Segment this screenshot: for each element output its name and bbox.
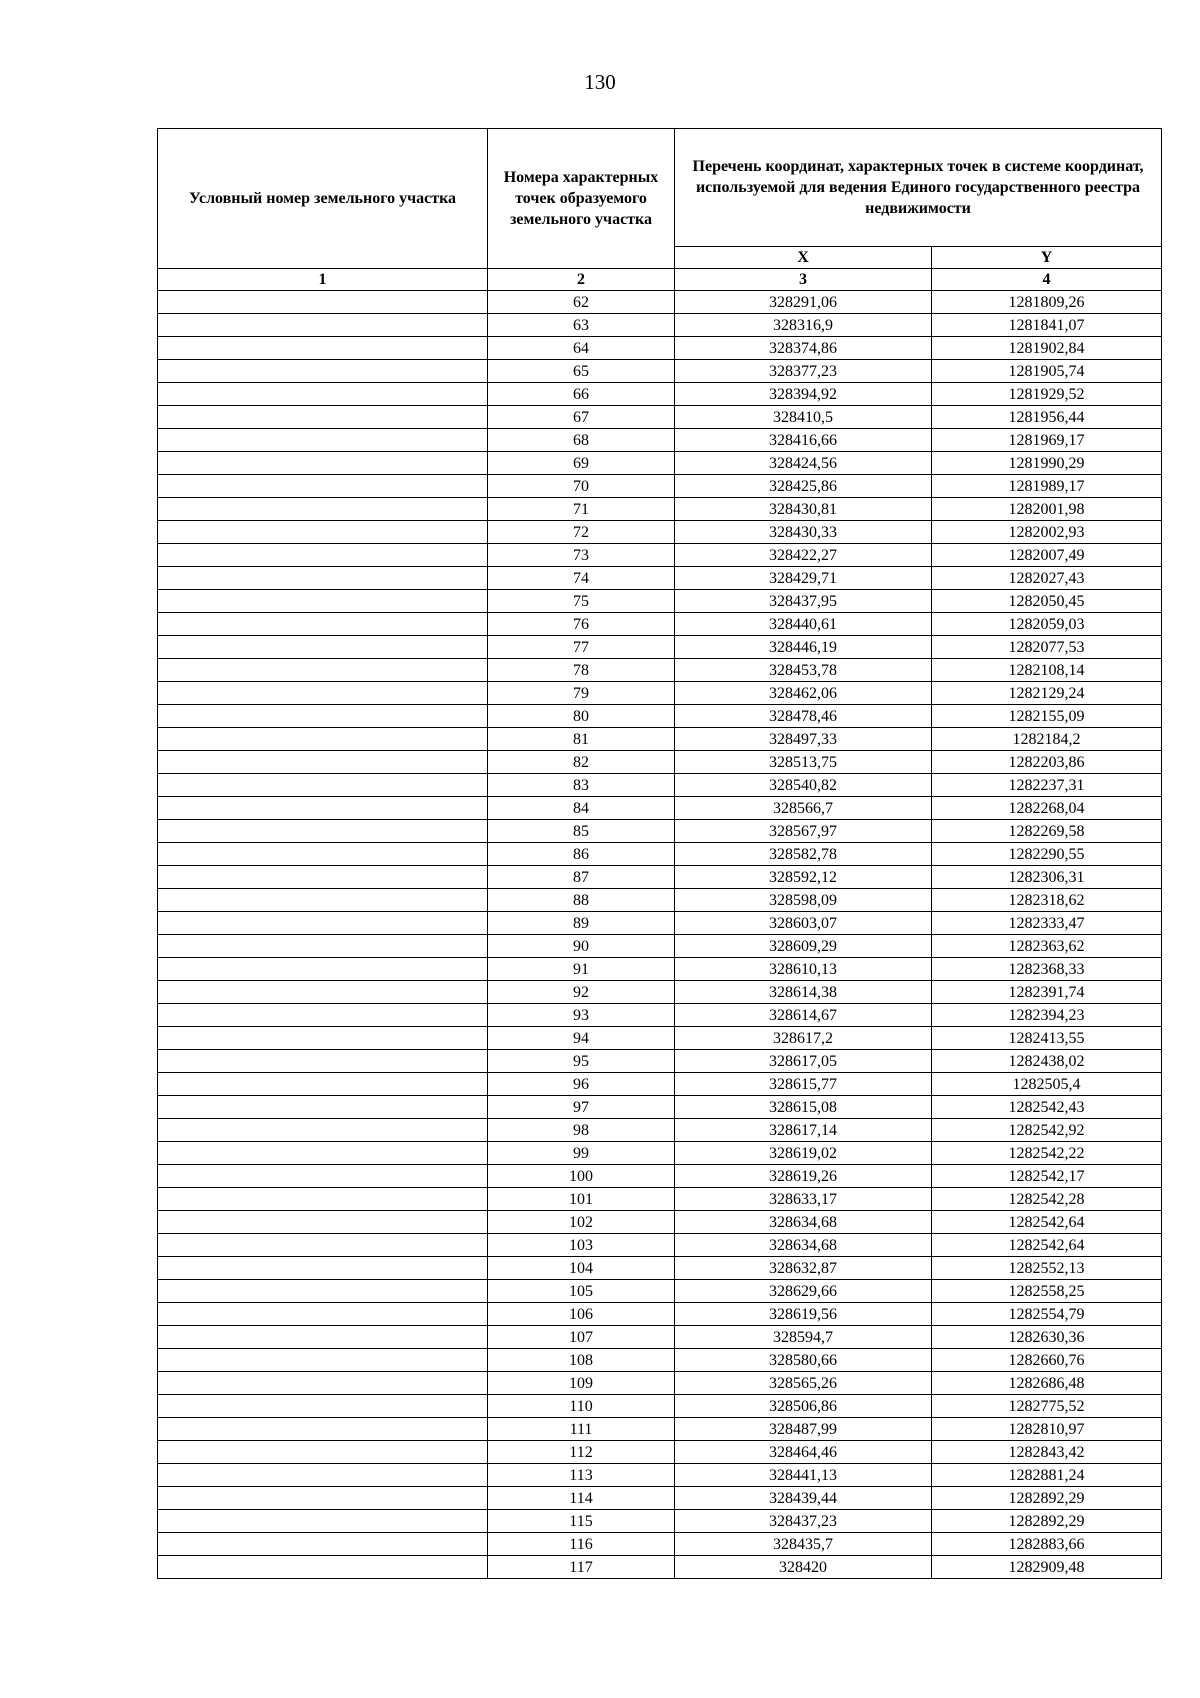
point-number-cell: 92 xyxy=(488,981,675,1004)
point-number-cell: 85 xyxy=(488,820,675,843)
parcel-cell xyxy=(158,1188,488,1211)
y-coordinate-cell: 1282660,76 xyxy=(932,1349,1162,1372)
y-coordinate-cell: 1282184,2 xyxy=(932,728,1162,751)
parcel-cell xyxy=(158,567,488,590)
y-coordinate-cell: 1282542,28 xyxy=(932,1188,1162,1211)
point-number-cell: 87 xyxy=(488,866,675,889)
point-number-cell: 63 xyxy=(488,314,675,337)
x-coordinate-cell: 328610,13 xyxy=(675,958,932,981)
parcel-cell xyxy=(158,751,488,774)
x-coordinate-cell: 328614,38 xyxy=(675,981,932,1004)
table-header xyxy=(158,129,1162,291)
x-coordinate-cell: 328632,87 xyxy=(675,1257,932,1280)
point-number-cell: 97 xyxy=(488,1096,675,1119)
point-number-cell: 68 xyxy=(488,429,675,452)
point-number-cell: 82 xyxy=(488,751,675,774)
parcel-cell xyxy=(158,1211,488,1234)
point-number-cell: 93 xyxy=(488,1004,675,1027)
y-coordinate-cell: 1282775,52 xyxy=(932,1395,1162,1418)
point-number-cell: 95 xyxy=(488,1050,675,1073)
parcel-cell xyxy=(158,314,488,337)
table-row xyxy=(158,728,1162,751)
y-coordinate-cell: 1282237,31 xyxy=(932,774,1162,797)
y-coordinate-cell: 1282413,55 xyxy=(932,1027,1162,1050)
table-row xyxy=(158,843,1162,866)
parcel-cell xyxy=(158,1372,488,1395)
parcel-cell xyxy=(158,1004,488,1027)
table-row xyxy=(158,958,1162,981)
table-row xyxy=(158,912,1162,935)
y-coordinate-cell: 1282368,33 xyxy=(932,958,1162,981)
parcel-cell xyxy=(158,406,488,429)
x-coordinate-cell: 328506,86 xyxy=(675,1395,932,1418)
table-row xyxy=(158,1510,1162,1533)
parcel-cell xyxy=(158,728,488,751)
parcel-cell xyxy=(158,1050,488,1073)
y-coordinate-cell: 1281902,84 xyxy=(932,337,1162,360)
y-coordinate-cell: 1282438,02 xyxy=(932,1050,1162,1073)
y-coordinate-cell: 1282843,42 xyxy=(932,1441,1162,1464)
table-row xyxy=(158,475,1162,498)
point-number-cell: 91 xyxy=(488,958,675,981)
x-coordinate-cell: 328430,33 xyxy=(675,521,932,544)
parcel-cell xyxy=(158,1096,488,1119)
point-number-cell: 81 xyxy=(488,728,675,751)
point-number-cell: 106 xyxy=(488,1303,675,1326)
point-number-cell: 84 xyxy=(488,797,675,820)
y-coordinate-cell: 1282542,17 xyxy=(932,1165,1162,1188)
table-row xyxy=(158,1487,1162,1510)
x-coordinate-cell: 328580,66 xyxy=(675,1349,932,1372)
parcel-cell xyxy=(158,1303,488,1326)
parcel-cell xyxy=(158,797,488,820)
point-number-cell: 71 xyxy=(488,498,675,521)
x-coordinate-cell: 328513,75 xyxy=(675,751,932,774)
point-number-cell: 88 xyxy=(488,889,675,912)
x-coordinate-cell: 328603,07 xyxy=(675,912,932,935)
x-coordinate-cell: 328416,66 xyxy=(675,429,932,452)
x-coordinate-cell: 328437,95 xyxy=(675,590,932,613)
point-number-cell: 94 xyxy=(488,1027,675,1050)
parcel-cell xyxy=(158,452,488,475)
table-row xyxy=(158,705,1162,728)
parcel-cell xyxy=(158,843,488,866)
x-coordinate-cell: 328374,86 xyxy=(675,337,932,360)
page-number: 130 xyxy=(584,70,616,94)
y-coordinate-cell: 1282881,24 xyxy=(932,1464,1162,1487)
y-coordinate-cell: 1282027,43 xyxy=(932,567,1162,590)
x-coordinate-cell: 328430,81 xyxy=(675,498,932,521)
y-coordinate-cell: 1282002,93 xyxy=(932,521,1162,544)
table-row xyxy=(158,452,1162,475)
table-row xyxy=(158,1096,1162,1119)
table-row xyxy=(158,751,1162,774)
x-coordinate-cell: 328634,68 xyxy=(675,1234,932,1257)
x-coordinate-cell: 328394,92 xyxy=(675,383,932,406)
x-coordinate-cell: 328497,33 xyxy=(675,728,932,751)
point-number-cell: 90 xyxy=(488,935,675,958)
table-row xyxy=(158,1119,1162,1142)
x-coordinate-cell: 328633,17 xyxy=(675,1188,932,1211)
y-coordinate-cell: 1282007,49 xyxy=(932,544,1162,567)
point-number-cell: 108 xyxy=(488,1349,675,1372)
x-coordinate-cell: 328619,56 xyxy=(675,1303,932,1326)
table-row xyxy=(158,406,1162,429)
parcel-cell xyxy=(158,1165,488,1188)
point-number-cell: 64 xyxy=(488,337,675,360)
x-coordinate-cell: 328565,26 xyxy=(675,1372,932,1395)
y-coordinate-cell: 1282077,53 xyxy=(932,636,1162,659)
y-coordinate-cell: 1282542,64 xyxy=(932,1211,1162,1234)
parcel-cell xyxy=(158,1142,488,1165)
parcel-cell xyxy=(158,1027,488,1050)
point-number-cell: 80 xyxy=(488,705,675,728)
y-coordinate-cell: 1282108,14 xyxy=(932,659,1162,682)
x-coordinate-cell: 328446,19 xyxy=(675,636,932,659)
point-number-cell: 103 xyxy=(488,1234,675,1257)
parcel-cell xyxy=(158,1487,488,1510)
parcel-cell xyxy=(158,1395,488,1418)
parcel-cell xyxy=(158,498,488,521)
y-coordinate-cell: 1282318,62 xyxy=(932,889,1162,912)
x-coordinate-cell: 328617,05 xyxy=(675,1050,932,1073)
point-number-cell: 112 xyxy=(488,1441,675,1464)
parcel-cell xyxy=(158,1510,488,1533)
point-number-cell: 79 xyxy=(488,682,675,705)
table-row xyxy=(158,337,1162,360)
point-number-cell: 117 xyxy=(488,1556,675,1579)
x-coordinate-cell: 328615,77 xyxy=(675,1073,932,1096)
point-number-cell: 101 xyxy=(488,1188,675,1211)
table-row xyxy=(158,1464,1162,1487)
x-coordinate-cell: 328437,23 xyxy=(675,1510,932,1533)
table-row xyxy=(158,1004,1162,1027)
table-row xyxy=(158,521,1162,544)
table-row xyxy=(158,291,1162,314)
y-coordinate-cell: 1282542,43 xyxy=(932,1096,1162,1119)
y-coordinate-cell: 1281956,44 xyxy=(932,406,1162,429)
parcel-cell xyxy=(158,682,488,705)
y-coordinate-cell: 1282686,48 xyxy=(932,1372,1162,1395)
x-coordinate-cell: 328439,44 xyxy=(675,1487,932,1510)
y-coordinate-cell: 1282630,36 xyxy=(932,1326,1162,1349)
parcel-cell xyxy=(158,291,488,314)
y-coordinate-cell: 1282363,62 xyxy=(932,935,1162,958)
point-number-cell: 75 xyxy=(488,590,675,613)
table-row xyxy=(158,1073,1162,1096)
x-coordinate-cell: 328420 xyxy=(675,1556,932,1579)
y-coordinate-cell: 1281929,52 xyxy=(932,383,1162,406)
table-row xyxy=(158,797,1162,820)
header-parcel-number: Условный номер земельного участка xyxy=(158,129,488,269)
parcel-cell xyxy=(158,1464,488,1487)
parcel-cell xyxy=(158,1073,488,1096)
parcel-cell xyxy=(158,935,488,958)
y-coordinate-cell: 1282203,86 xyxy=(932,751,1162,774)
table-row xyxy=(158,1349,1162,1372)
table-row xyxy=(158,1257,1162,1280)
x-coordinate-cell: 328441,13 xyxy=(675,1464,932,1487)
point-number-cell: 73 xyxy=(488,544,675,567)
table-row xyxy=(158,360,1162,383)
table-row xyxy=(158,1188,1162,1211)
table-row xyxy=(158,1303,1162,1326)
table-row xyxy=(158,1142,1162,1165)
x-coordinate-cell: 328582,78 xyxy=(675,843,932,866)
y-coordinate-cell: 1282001,98 xyxy=(932,498,1162,521)
parcel-cell xyxy=(158,337,488,360)
x-coordinate-cell: 328598,09 xyxy=(675,889,932,912)
y-coordinate-cell: 1282129,24 xyxy=(932,682,1162,705)
point-number-cell: 113 xyxy=(488,1464,675,1487)
point-number-cell: 83 xyxy=(488,774,675,797)
table-row xyxy=(158,1027,1162,1050)
point-number-cell: 69 xyxy=(488,452,675,475)
header-point-numbers: Номера характерных точек образуемого земельного участка xyxy=(488,129,675,269)
table-row xyxy=(158,1418,1162,1441)
y-coordinate-cell: 1282268,04 xyxy=(932,797,1162,820)
x-coordinate-cell: 328429,71 xyxy=(675,567,932,590)
table-row xyxy=(158,659,1162,682)
parcel-cell xyxy=(158,1234,488,1257)
table-row xyxy=(158,1395,1162,1418)
y-coordinate-cell: 1282552,13 xyxy=(932,1257,1162,1280)
table-row xyxy=(158,682,1162,705)
x-coordinate-cell: 328377,23 xyxy=(675,360,932,383)
x-coordinate-cell: 328634,68 xyxy=(675,1211,932,1234)
parcel-cell xyxy=(158,1257,488,1280)
table-row xyxy=(158,981,1162,1004)
parcel-cell xyxy=(158,820,488,843)
column-number: 4 xyxy=(932,269,1162,291)
table-row xyxy=(158,383,1162,406)
y-coordinate-cell: 1282333,47 xyxy=(932,912,1162,935)
x-coordinate-cell: 328464,46 xyxy=(675,1441,932,1464)
point-number-cell: 67 xyxy=(488,406,675,429)
table-row xyxy=(158,1234,1162,1257)
x-coordinate-cell: 328617,14 xyxy=(675,1119,932,1142)
parcel-cell xyxy=(158,636,488,659)
x-coordinate-cell: 328629,66 xyxy=(675,1280,932,1303)
y-coordinate-cell: 1282542,92 xyxy=(932,1119,1162,1142)
x-coordinate-cell: 328410,5 xyxy=(675,406,932,429)
x-coordinate-cell: 328422,27 xyxy=(675,544,932,567)
y-coordinate-cell: 1282558,25 xyxy=(932,1280,1162,1303)
header-y: Y xyxy=(932,247,1162,269)
table-row xyxy=(158,613,1162,636)
coordinates-table xyxy=(157,128,1162,1579)
point-number-cell: 105 xyxy=(488,1280,675,1303)
point-number-cell: 66 xyxy=(488,383,675,406)
table-row xyxy=(158,1533,1162,1556)
y-coordinate-cell: 1282892,29 xyxy=(932,1510,1162,1533)
parcel-cell xyxy=(158,429,488,452)
table-row xyxy=(158,1441,1162,1464)
parcel-cell xyxy=(158,1119,488,1142)
point-number-cell: 109 xyxy=(488,1372,675,1395)
y-coordinate-cell: 1282155,09 xyxy=(932,705,1162,728)
y-coordinate-cell: 1282394,23 xyxy=(932,1004,1162,1027)
y-coordinate-cell: 1281905,74 xyxy=(932,360,1162,383)
point-number-cell: 65 xyxy=(488,360,675,383)
point-number-cell: 62 xyxy=(488,291,675,314)
parcel-cell xyxy=(158,958,488,981)
point-number-cell: 102 xyxy=(488,1211,675,1234)
point-number-cell: 78 xyxy=(488,659,675,682)
x-coordinate-cell: 328615,08 xyxy=(675,1096,932,1119)
table-row xyxy=(158,866,1162,889)
table-row xyxy=(158,1556,1162,1579)
table-row xyxy=(158,544,1162,567)
table-body xyxy=(158,291,1162,1579)
table-row xyxy=(158,889,1162,912)
parcel-cell xyxy=(158,866,488,889)
table-row xyxy=(158,935,1162,958)
point-number-cell: 72 xyxy=(488,521,675,544)
y-coordinate-cell: 1281989,17 xyxy=(932,475,1162,498)
x-coordinate-cell: 328487,99 xyxy=(675,1418,932,1441)
parcel-cell xyxy=(158,1533,488,1556)
table-row xyxy=(158,1050,1162,1073)
point-number-cell: 76 xyxy=(488,613,675,636)
point-number-cell: 104 xyxy=(488,1257,675,1280)
parcel-cell xyxy=(158,1349,488,1372)
y-coordinate-cell: 1282542,64 xyxy=(932,1234,1162,1257)
table-row xyxy=(158,1280,1162,1303)
y-coordinate-cell: 1282050,45 xyxy=(932,590,1162,613)
parcel-cell xyxy=(158,774,488,797)
y-coordinate-cell: 1281809,26 xyxy=(932,291,1162,314)
y-coordinate-cell: 1282269,58 xyxy=(932,820,1162,843)
parcel-cell xyxy=(158,912,488,935)
point-number-cell: 107 xyxy=(488,1326,675,1349)
point-number-cell: 100 xyxy=(488,1165,675,1188)
y-coordinate-cell: 1282059,03 xyxy=(932,613,1162,636)
y-coordinate-cell: 1282391,74 xyxy=(932,981,1162,1004)
point-number-cell: 70 xyxy=(488,475,675,498)
table-row xyxy=(158,498,1162,521)
parcel-cell xyxy=(158,383,488,406)
column-number: 3 xyxy=(675,269,932,291)
x-coordinate-cell: 328478,46 xyxy=(675,705,932,728)
point-number-cell: 114 xyxy=(488,1487,675,1510)
y-coordinate-cell: 1281969,17 xyxy=(932,429,1162,452)
x-coordinate-cell: 328614,67 xyxy=(675,1004,932,1027)
point-number-cell: 96 xyxy=(488,1073,675,1096)
parcel-cell xyxy=(158,613,488,636)
x-coordinate-cell: 328619,02 xyxy=(675,1142,932,1165)
point-number-cell: 74 xyxy=(488,567,675,590)
x-coordinate-cell: 328435,7 xyxy=(675,1533,932,1556)
x-coordinate-cell: 328617,2 xyxy=(675,1027,932,1050)
point-number-cell: 77 xyxy=(488,636,675,659)
point-number-cell: 99 xyxy=(488,1142,675,1165)
table-row xyxy=(158,590,1162,613)
x-coordinate-cell: 328462,06 xyxy=(675,682,932,705)
parcel-cell xyxy=(158,521,488,544)
table-row xyxy=(158,1372,1162,1395)
parcel-cell xyxy=(158,544,488,567)
y-coordinate-cell: 1282306,31 xyxy=(932,866,1162,889)
table-row xyxy=(158,1165,1162,1188)
header-coordinates: Перечень координат, характерных точек в системе координат, используемой для ведения Единого государственного реестра недвижимости xyxy=(675,129,1162,247)
table-row xyxy=(158,820,1162,843)
table-row xyxy=(158,567,1162,590)
point-number-cell: 115 xyxy=(488,1510,675,1533)
parcel-cell xyxy=(158,1418,488,1441)
x-coordinate-cell: 328424,56 xyxy=(675,452,932,475)
y-coordinate-cell: 1282810,97 xyxy=(932,1418,1162,1441)
parcel-cell xyxy=(158,1441,488,1464)
table-row xyxy=(158,1326,1162,1349)
point-number-cell: 116 xyxy=(488,1533,675,1556)
table-row xyxy=(158,636,1162,659)
x-coordinate-cell: 328540,82 xyxy=(675,774,932,797)
y-coordinate-cell: 1282505,4 xyxy=(932,1073,1162,1096)
x-coordinate-cell: 328594,7 xyxy=(675,1326,932,1349)
y-coordinate-cell: 1282883,66 xyxy=(932,1533,1162,1556)
x-coordinate-cell: 328609,29 xyxy=(675,935,932,958)
table-row xyxy=(158,1211,1162,1234)
y-coordinate-cell: 1281841,07 xyxy=(932,314,1162,337)
x-coordinate-cell: 328566,7 xyxy=(675,797,932,820)
y-coordinate-cell: 1282892,29 xyxy=(932,1487,1162,1510)
parcel-cell xyxy=(158,475,488,498)
point-number-cell: 111 xyxy=(488,1418,675,1441)
y-coordinate-cell: 1281990,29 xyxy=(932,452,1162,475)
point-number-cell: 98 xyxy=(488,1119,675,1142)
table-row xyxy=(158,429,1162,452)
x-coordinate-cell: 328567,97 xyxy=(675,820,932,843)
parcel-cell xyxy=(158,981,488,1004)
y-coordinate-cell: 1282290,55 xyxy=(932,843,1162,866)
x-coordinate-cell: 328425,86 xyxy=(675,475,932,498)
point-number-cell: 110 xyxy=(488,1395,675,1418)
column-number: 2 xyxy=(488,269,675,291)
parcel-cell xyxy=(158,1280,488,1303)
parcel-cell xyxy=(158,1326,488,1349)
point-number-cell: 89 xyxy=(488,912,675,935)
header-x: X xyxy=(675,247,932,269)
x-coordinate-cell: 328291,06 xyxy=(675,291,932,314)
x-coordinate-cell: 328316,9 xyxy=(675,314,932,337)
parcel-cell xyxy=(158,360,488,383)
table-row xyxy=(158,774,1162,797)
column-number: 1 xyxy=(158,269,488,291)
x-coordinate-cell: 328453,78 xyxy=(675,659,932,682)
x-coordinate-cell: 328440,61 xyxy=(675,613,932,636)
y-coordinate-cell: 1282909,48 xyxy=(932,1556,1162,1579)
y-coordinate-cell: 1282542,22 xyxy=(932,1142,1162,1165)
table-row xyxy=(158,314,1162,337)
y-coordinate-cell: 1282554,79 xyxy=(932,1303,1162,1326)
point-number-cell: 86 xyxy=(488,843,675,866)
parcel-cell xyxy=(158,889,488,912)
x-coordinate-cell: 328619,26 xyxy=(675,1165,932,1188)
parcel-cell xyxy=(158,1556,488,1579)
parcel-cell xyxy=(158,659,488,682)
parcel-cell xyxy=(158,590,488,613)
x-coordinate-cell: 328592,12 xyxy=(675,866,932,889)
parcel-cell xyxy=(158,705,488,728)
